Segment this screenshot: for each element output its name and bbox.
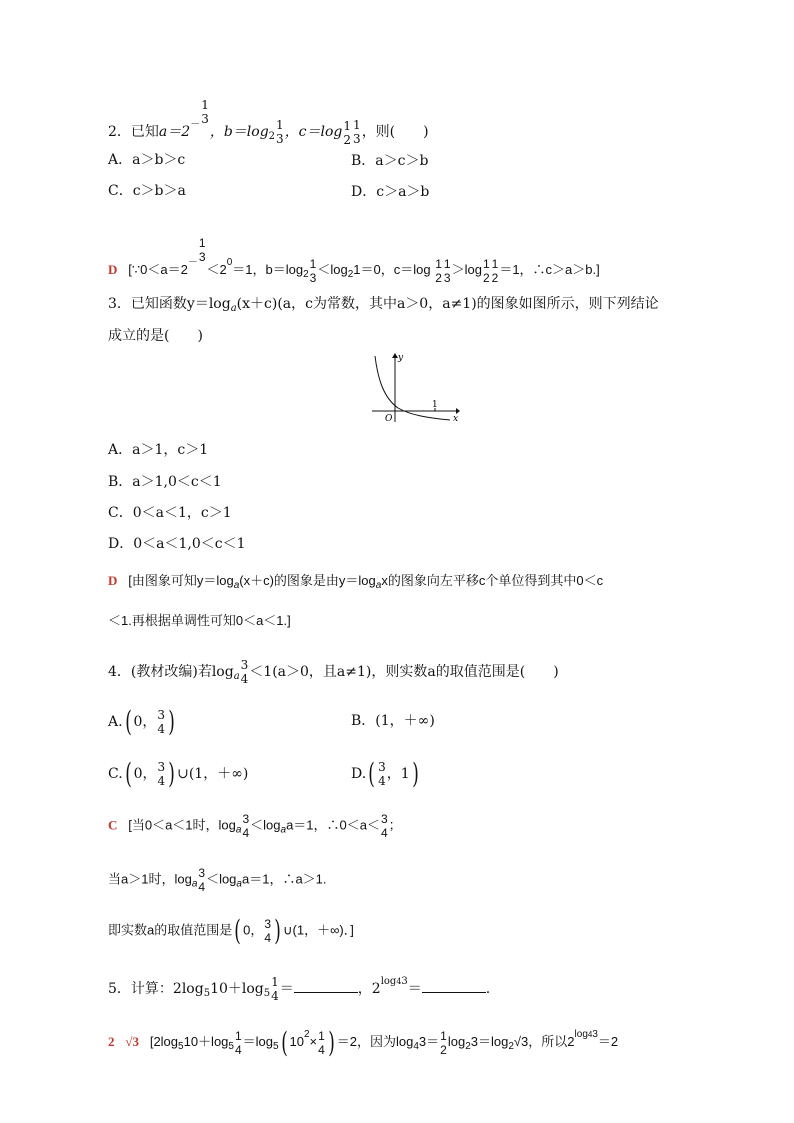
q4-option-d: D.( 3 4 ，1) [351, 757, 419, 790]
q3-solution-line2: ＜1.再根据单调性可知0＜a＜1.] [108, 613, 291, 628]
q4-solution-line2: 当a＞1时，$\log_a$ 3 4 $<\log_aa=1$，∴a＞1. [108, 866, 327, 894]
q3-option-c: C．0＜a＜1，c＞1 [108, 505, 232, 521]
q2-stem [108, 98, 429, 147]
q3-option-a: A．a＞1，c＞1 [108, 442, 209, 458]
q2-c-arg: 1 3 [353, 118, 361, 146]
q5-blank-1[interactable] [294, 978, 358, 993]
q3-answer: D [108, 573, 118, 588]
q4-option-b: B．(1，＋∞) [351, 713, 435, 729]
q4-option-a: A.( 0， 3 4 ) [108, 705, 175, 738]
q2-prefix: 2．已知 [108, 124, 159, 140]
graph-label-y: y [398, 353, 404, 363]
q2-b-base: 2 [268, 131, 276, 142]
q4-solution-line1: C [当0＜a＜1时，$\log_a$ 3 4 $<\log_aa=1$，∴0＜a＜ 3 4 ； [108, 812, 402, 840]
q3-option-b: B．a＞1,0＜c＜1 [108, 474, 222, 490]
q2-option-b: B．a＞c＞b [351, 153, 429, 169]
q3-option-d: D．0＜a＜1,0＜c＜1 [108, 536, 246, 552]
q2-a-expr: a＝2 [158, 124, 191, 140]
q4-stem: 4．(教材改编)若$\log_a$ 3 4 ＜1(a＞0，且a≠1)，则实数a的取值范围是( ) [108, 658, 559, 686]
q5-blank-2[interactable] [422, 978, 486, 993]
q3-function-graph [370, 350, 462, 424]
q3-stem-line1: 3．已知函数$y=\log_a(x+c)(a$，c为常数，其中a＞0，a≠1)的图象如图所示，则下列结论 [108, 296, 659, 314]
q5-answer-2: √3 [125, 1034, 139, 1049]
graph-curve [375, 356, 450, 420]
q5-answer-1: 2 [108, 1034, 115, 1049]
q2-solution: D [$\because 0<a=2^{- 1 3}$ $<2^0=1$，$b=\log_2$ 1 3 $<\log_21=0$，c＝log 1 2 1 3 ＞log 1 2 1 2 ＝1，∴c＞a＞b.] [108, 236, 600, 285]
q2-a-exp: － 1 3 [190, 98, 209, 130]
q2-suffix: ，则( ) [361, 124, 429, 140]
q2-c-base: 1 2 [343, 119, 352, 147]
q2-option-a: A．a＞b＞c [108, 152, 186, 168]
q3-solution-line1: D [由图象可知$y=\log_a(x+c)$的图象是由$y=\log_ax$的图象向左平移c个单位得到其中0＜c [108, 573, 604, 591]
q5-solution: 2 √3 [$2\log_510+\log_5$ 1 4 $=\log_5$( $10^2\times$ 1 4 ) ＝2，因为$\log_43=$ 1 2 $\log_23=\log_2√3$，所以$2^{log43}=2$ [108, 1025, 619, 1059]
q2-option-d: D．c＞a＞b [351, 184, 430, 200]
q2-b-expr: ，b＝log [209, 124, 269, 140]
q2-c-expr: ，c＝log [284, 124, 343, 140]
q2-b-frac: 1 3 [276, 118, 284, 146]
graph-label-origin: O [385, 414, 393, 424]
q4-answer: C [108, 817, 118, 833]
graph-label-x: x [453, 414, 459, 424]
q4-option-c: C.( 0， 3 4 ) ∪(1，＋∞) [108, 757, 249, 790]
q2-answer: D [108, 262, 118, 277]
q2-option-c: C．c＞b＞a [108, 183, 186, 199]
q5-stem: 5．计算：$2\log_510+\log_5$ 1 4 ＝ ，$2^{log43}=$ . [108, 975, 491, 1003]
graph-label-one: 1 [432, 400, 438, 410]
q4-solution-line3: 即实数a的取值范围是( 0， 3 4 ) ∪(1，＋∞)．] [108, 914, 354, 947]
q3-stem-line2: 成立的是( ) [108, 328, 203, 344]
